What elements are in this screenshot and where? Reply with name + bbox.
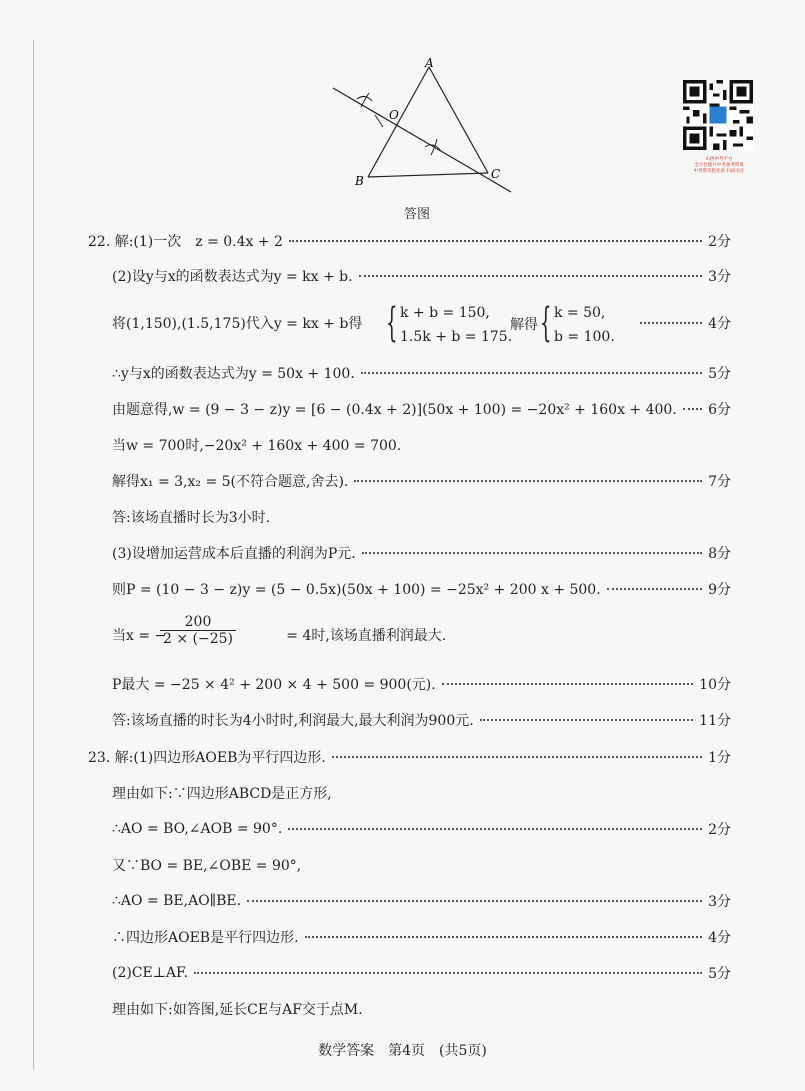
score: 4分 bbox=[708, 316, 731, 332]
score: 5分 bbox=[708, 966, 731, 982]
q22-line-6: 当w = 700时,−20x² + 160x + 400 = 700. bbox=[112, 438, 402, 454]
brace: { bbox=[540, 300, 552, 346]
side-ac bbox=[429, 67, 488, 173]
margin-line bbox=[33, 40, 34, 1070]
score: 6分 bbox=[708, 402, 731, 418]
q22-line-3: 将(1,150),(1.5,175)代入y = kx + b得 4分 bbox=[112, 312, 731, 334]
q23-line-5: ∴AO = BE,AO∥BE. 3分 bbox=[112, 893, 731, 910]
equation-system-2: k = 50, b = 100. bbox=[554, 305, 615, 345]
q22-line-9: (3)设增加运营成本后直播的利润为P元. 8分 bbox=[112, 542, 731, 564]
q22-line-4: ∴y与x的函数表达式为y = 50x + 100. 5分 bbox=[112, 362, 731, 384]
fraction: $\frac{200}{2 \times (-25)}$ bbox=[160, 614, 236, 647]
q23-line-3: ∴AO = BO,∠AOB = 90°. 2分 bbox=[112, 821, 731, 838]
score: 11分 bbox=[699, 713, 731, 729]
arc-mark bbox=[431, 139, 437, 155]
page-footer: 数学答案 第4页 (共5页) bbox=[318, 1043, 487, 1059]
qr-caption bbox=[672, 157, 766, 175]
label-a: A bbox=[425, 56, 434, 70]
q22-line-13: 答:该场直播的时长为4小时时,利润最大,最大利润为900元. 11分 bbox=[112, 709, 731, 731]
brace: { bbox=[386, 300, 398, 346]
figure-caption: 答图 bbox=[404, 207, 431, 222]
q22-line-11: 当x = − = 4时,该场直播利润最大. bbox=[112, 628, 447, 644]
label-b: B bbox=[355, 174, 364, 188]
q22-line-8: 答:该场直播时长为3小时. bbox=[112, 510, 271, 526]
qr-line: 山西中考平台 bbox=[705, 157, 733, 162]
score: 3分 bbox=[708, 269, 731, 285]
q23-line-1: 23. 解:(1)四边形AOEB为平行四边形. 1分 bbox=[88, 746, 731, 768]
q22-line-5: 由题意得,w = (9 − 3 − z)y = [6 − (0.4x + 2)](50x + 100) = −20x² + 160x + 400. 6分 bbox=[112, 398, 731, 420]
side-ab bbox=[368, 67, 429, 177]
q22-line-2: (2)设y与x的函数表达式为y = kx + b. 3分 bbox=[112, 265, 731, 287]
q23-line-4: 又∵BO = BE,∠OBE = 90°, bbox=[112, 858, 302, 874]
q22-line-1: 22. 解:(1)一次 z = 0.4x + 2 2分 bbox=[88, 230, 731, 252]
q22-line-10: 则P = (10 − 3 − z)y = (5 − 0.5x)(50x + 100) = −25x² + 200 x + 500. 9分 bbox=[112, 578, 731, 600]
label-o: O bbox=[389, 108, 399, 122]
score: 1分 bbox=[708, 750, 731, 766]
equation-system-1: k + b = 150, 1.5k + b = 175. bbox=[400, 305, 513, 345]
q22-line-12: P最大 = −25 × 4² + 200 × 4 + 500 = 900(元). 10分 bbox=[112, 673, 731, 695]
score: 2分 bbox=[708, 234, 731, 250]
score: 8分 bbox=[708, 546, 731, 562]
score: 2分 bbox=[708, 822, 731, 838]
q23-line-6: ∴四边形AOEB是平行四边形. 4分 bbox=[112, 926, 731, 948]
qr-line: 全方位提升中考备考资讯 bbox=[694, 163, 744, 168]
q23-line-8: 理由如下:如答图,延长CE与AF交于点M. bbox=[112, 1002, 363, 1018]
score: 7分 bbox=[708, 474, 731, 490]
score: 3分 bbox=[708, 894, 731, 910]
q22-line-7: 解得x₁ = 3,x₂ = 5(不符合题意,舍去). 7分 bbox=[112, 470, 731, 492]
qr-line: 中考资讯抢先看 扫码关注 bbox=[693, 169, 745, 174]
score: 10分 bbox=[699, 677, 731, 693]
arc-mark bbox=[361, 93, 369, 107]
q23-line-2: 理由如下:∵四边形ABCD是正方形, bbox=[112, 786, 332, 802]
score: 5分 bbox=[708, 366, 731, 382]
score: 4分 bbox=[708, 930, 731, 946]
score: 9分 bbox=[708, 582, 731, 598]
side-bc bbox=[368, 173, 488, 177]
q23-line-7: (2)CE⊥AF. 5分 bbox=[112, 965, 731, 982]
geometry-figure bbox=[325, 55, 525, 195]
qr-code[interactable] bbox=[683, 80, 753, 150]
solve-label: 解得 bbox=[510, 317, 538, 333]
label-c: C bbox=[491, 167, 501, 181]
